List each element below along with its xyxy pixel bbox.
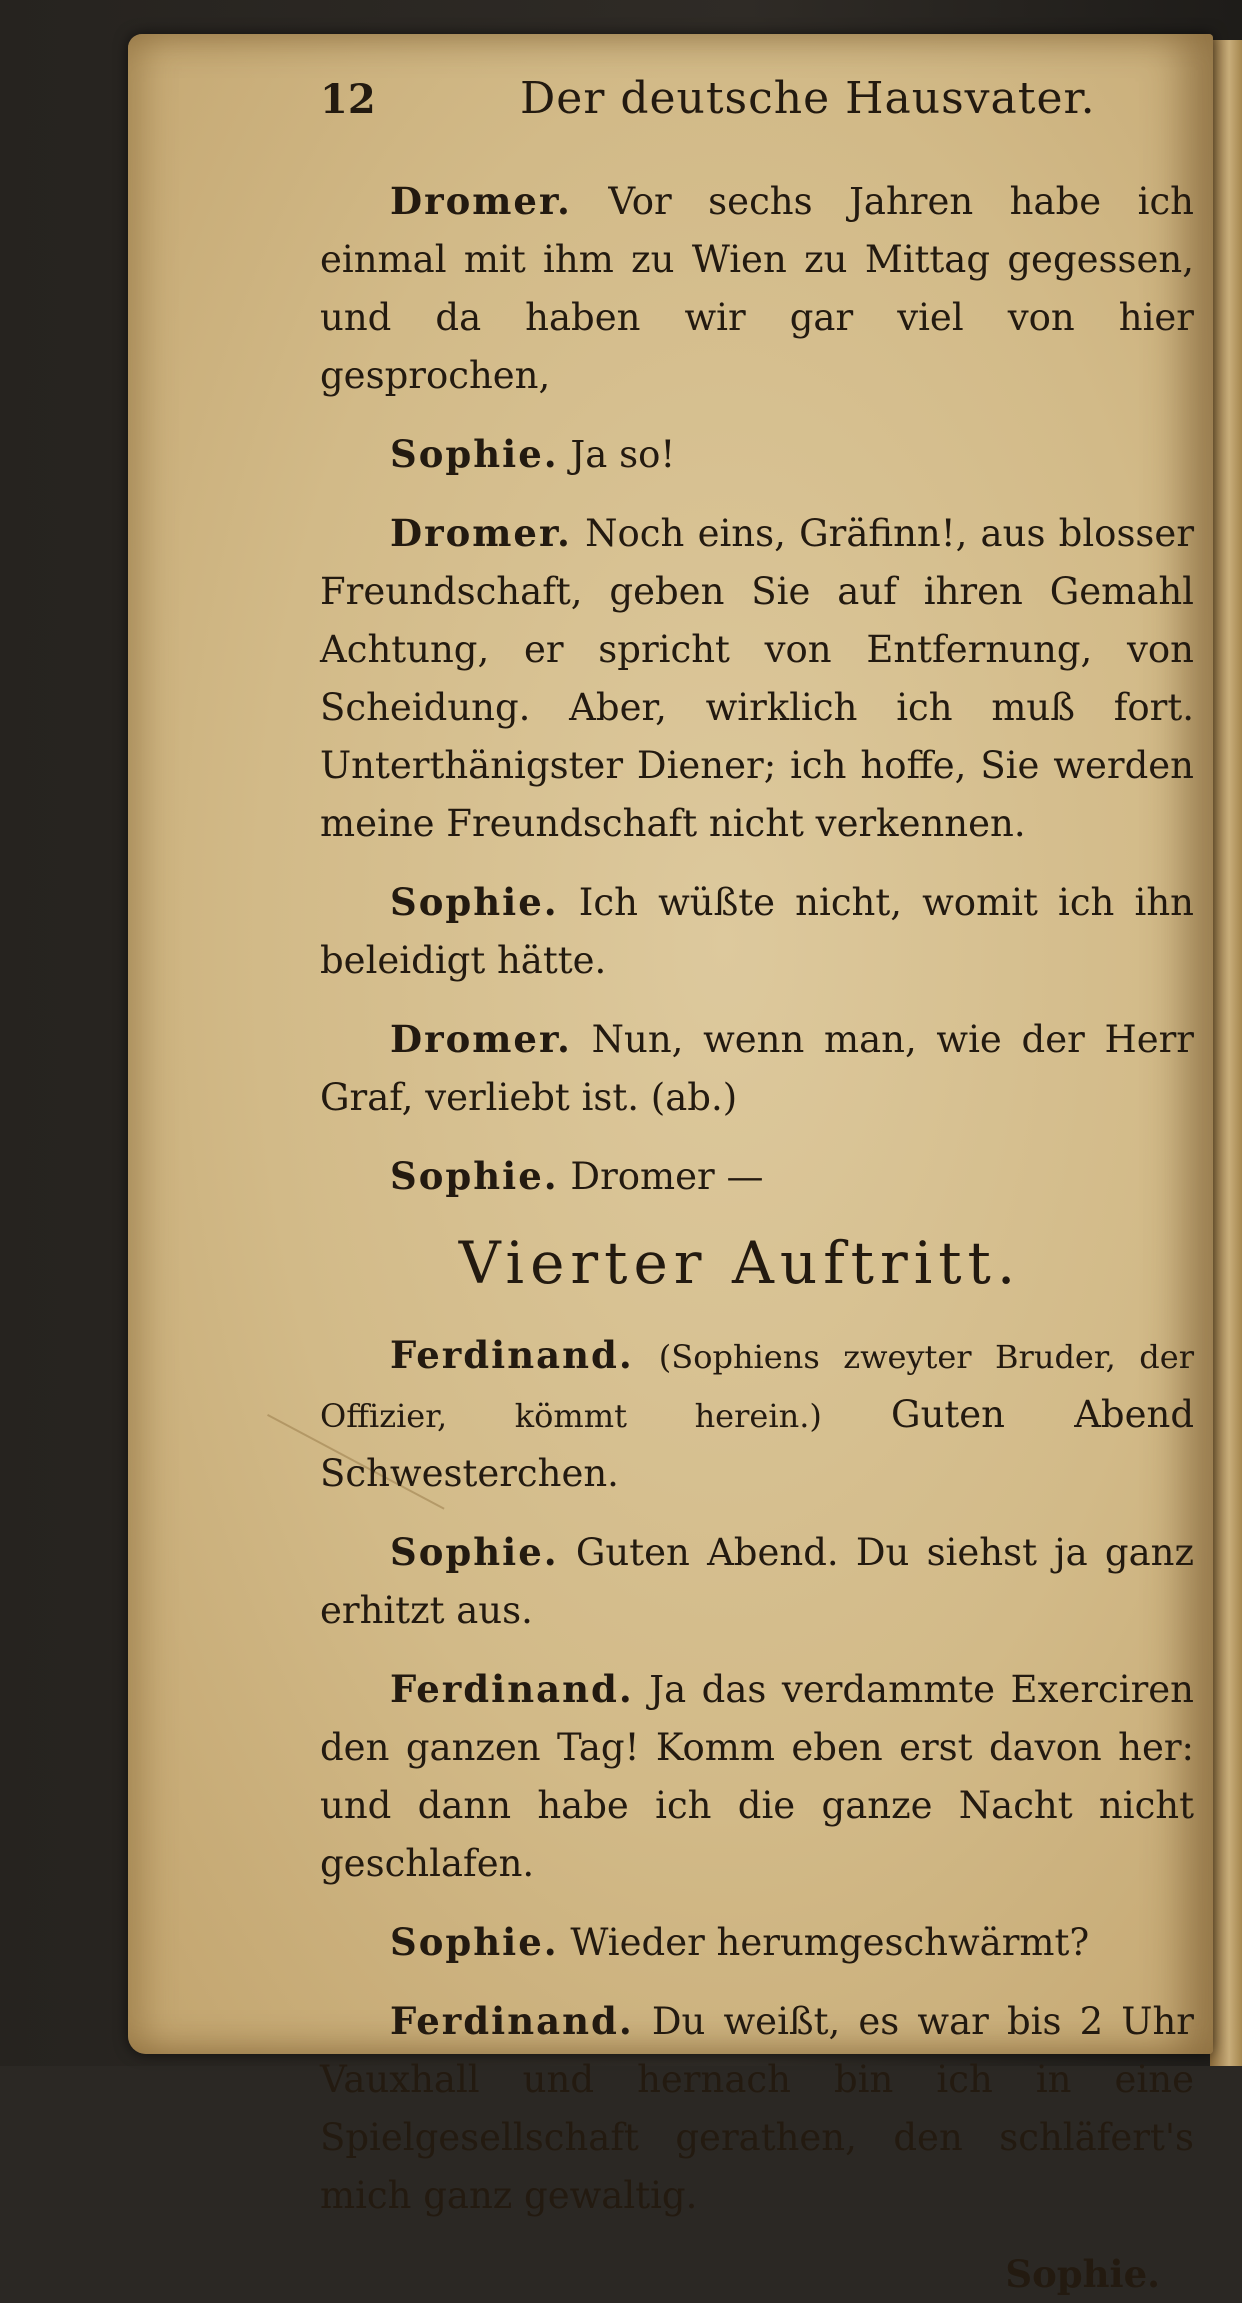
page-text (320, 70, 1200, 2303)
speaker-name: Ferdinand. (390, 1667, 634, 1711)
dialogue-text: Ich wüßte nicht, womit ich ihn beleidigt hätte. (320, 881, 1194, 982)
dialogue-line (320, 1010, 1200, 1127)
speaker-name: Sophie. (390, 880, 559, 924)
dialogue-line (320, 504, 1200, 853)
dialogue-text: Wieder herumgeschwärmt? (570, 1921, 1090, 1964)
dialogue-line (320, 172, 1200, 405)
dialogue-line (320, 1660, 1200, 1893)
speaker-name: Dromer. (390, 1017, 572, 1061)
dialogue-text: Ja das verdammte Exerciren den ganzen Tag! Komm eben erst davon her: und dann habe ich die ganze Nacht nicht geschlafen. (320, 1668, 1194, 1885)
speaker-name: Ferdinand. (390, 1999, 634, 2043)
running-title: Der deutsche Hausvater. (520, 73, 1096, 124)
dialogue-line (320, 1992, 1200, 2225)
stage-direction: (Sophiens zweyter Bruder, der Offizier, kömmt herein.) (320, 1338, 1194, 1435)
speaker-name: Sophie. (390, 1920, 559, 1964)
dialogue-line (320, 425, 1200, 484)
dialogue-line (320, 1147, 1200, 1206)
page-number: 12 (320, 76, 376, 123)
dialogue-text: Vor sechs Jahren habe ich einmal mit ihm zu Wien zu Mittag gegessen, und da haben wir gar viel von hier gesprochen, (320, 180, 1195, 397)
dialogue-text: Dromer — (570, 1155, 764, 1198)
dialogue-line (320, 1326, 1200, 1503)
dialogue-text: Ja so! (570, 433, 676, 476)
speaker-name: Ferdinand. (390, 1333, 634, 1377)
dialogue-text: Noch eins, Gräfinn!, aus blosser Freundschaft, geben Sie auf ihren Gemahl Achtung, er spricht von Entfernung, von Scheidung. Aber, wirklich ich muß fort. Unterthänigster Diener; ich hoffe, Sie werden meine Freundschaft nicht verkennen. (320, 512, 1195, 845)
speaker-name: Dromer. (390, 179, 572, 223)
dialogue-line (320, 1913, 1200, 1972)
speaker-name: Sophie. (390, 1530, 559, 1574)
dialogue-line (320, 873, 1200, 990)
page-header (320, 70, 1200, 150)
dialogue-text: Du weißt, es war bis 2 Uhr Vauxhall und hernach bin ich in eine Spielgesellschaft gerathen, den schläfert's mich ganz gewaltig. (320, 2000, 1194, 2217)
scene-heading: Vierter Auftritt. (458, 1229, 1022, 1297)
catchword: Sophie. (1005, 2252, 1160, 2296)
dialogue-line (320, 1523, 1200, 1640)
speaker-name: Dromer. (390, 511, 572, 555)
dialogue-text: Nun, wenn man, wie der Herr Graf, verliebt ist. (ab.) (320, 1018, 1194, 1119)
next-page-edge (1210, 40, 1242, 2066)
speaker-name: Sophie. (390, 1154, 559, 1198)
speaker-name: Sophie. (390, 432, 559, 476)
dialogue-text: Guten Abend. Du siehst ja ganz erhitzt aus. (320, 1531, 1194, 1632)
dialogue-text: Guten Abend Schwesterchen. (320, 1393, 1195, 1495)
